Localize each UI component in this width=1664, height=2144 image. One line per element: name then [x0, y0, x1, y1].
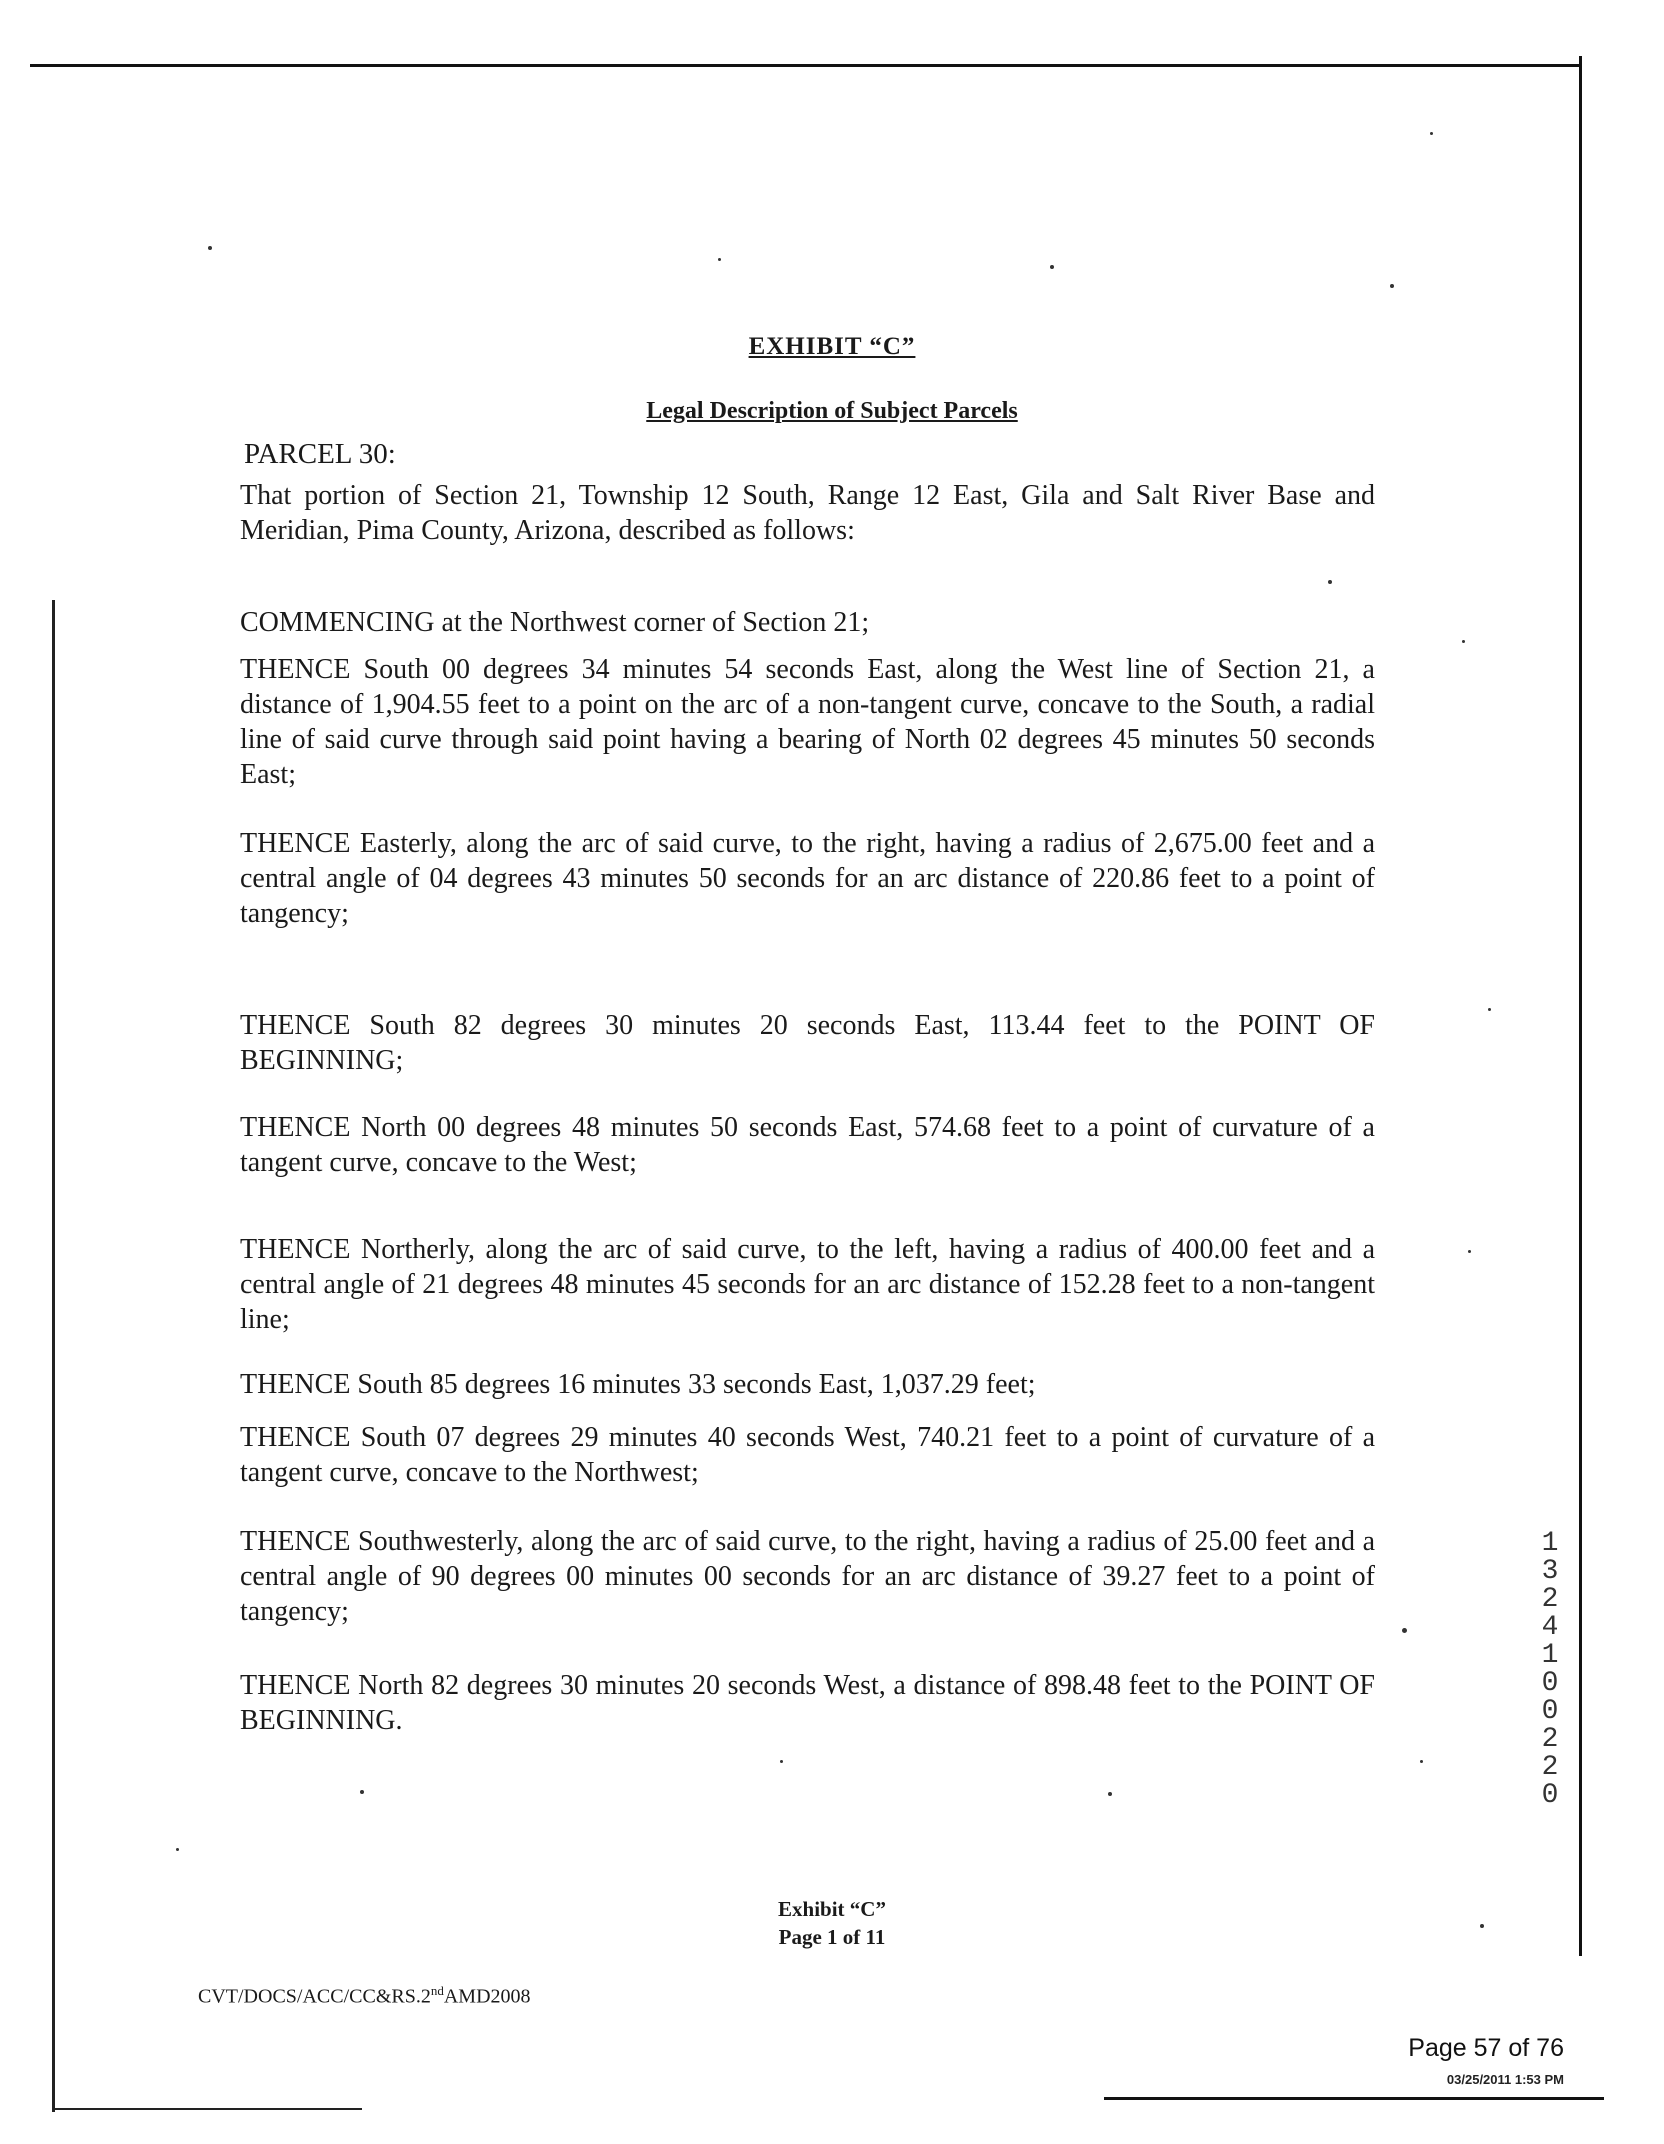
paragraph-intro: That portion of Section 21, Township 12 South, Range 12 East, Gila and Salt River Base and Meridian, Pima County, Arizona, described as follows: — [240, 480, 1375, 546]
paragraph-thence-south-82-30: THENCE South 82 degrees 30 minutes 20 seconds East, 113.44 feet to the POINT OF BEGINNING; — [240, 1010, 1375, 1076]
scan-speck — [1402, 1628, 1407, 1633]
exhibit-title: EXHIBIT “C” — [748, 333, 916, 360]
footer-exhibit-block — [0, 1895, 1664, 1951]
scan-speck — [1420, 1760, 1423, 1763]
paragraph-thence-south-00-34: THENCE South 00 degrees 34 minutes 54 seconds East, along the West line of Section 21, a distance of 1,904.55 feet to a point on the arc of a non-tangent curve, concave to the South, a radial line of said curve through said point having a bearing of North 02 degrees 45 minutes 50 seconds East; — [240, 654, 1375, 790]
page-counter: Page 57 of 76 — [1408, 2034, 1564, 2062]
scan-border-bottom-left — [52, 2108, 362, 2110]
scan-speck — [1050, 265, 1054, 269]
paragraph-commencing: COMMENCING at the Northwest corner of Section 21; — [240, 607, 870, 638]
page-timestamp: 03/25/2011 1:53 PM — [1446, 2072, 1564, 2087]
scan-speck — [718, 258, 721, 261]
paragraph-thence-easterly: THENCE Easterly, along the arc of said curve, to the right, having a radius of 2,675.00 feet and a central angle of 04 degrees 43 minutes 50 seconds for an arc distance of 220.86 feet to a point of tangency; — [240, 828, 1375, 929]
scan-speck — [1108, 1792, 1112, 1796]
scan-speck — [1328, 580, 1332, 584]
document-code-suffix: AMD2008 — [443, 1985, 531, 2008]
paragraph-thence-southwesterly: THENCE Southwesterly, along the arc of said curve, to the right, having a radius of 25.00 feet and a central angle of 90 degrees 00 minutes 00 seconds for an arc distance of 39.27 feet to a point of tangency; — [240, 1526, 1375, 1627]
scan-border-bottom-right — [1104, 2097, 1604, 2100]
paragraph-thence-south-85-16: THENCE South 85 degrees 16 minutes 33 seconds East, 1,037.29 feet; — [240, 1369, 1036, 1400]
scan-speck — [1462, 640, 1465, 643]
scan-speck — [1468, 1250, 1471, 1253]
paragraph-thence-north-82-30: THENCE North 82 degrees 30 minutes 20 seconds West, a distance of 898.48 feet to the POINT OF BEGINNING. — [240, 1670, 1375, 1736]
paragraph-thence-north-00-48: THENCE North 00 degrees 48 minutes 50 seconds East, 574.68 feet to a point of curvature of a tangent curve, concave to the West; — [240, 1112, 1375, 1178]
document-code-superscript: nd — [430, 1983, 444, 1998]
scan-speck — [1390, 284, 1394, 288]
scan-border-left — [52, 600, 55, 2112]
paragraph-thence-south-07-29: THENCE South 07 degrees 29 minutes 40 seconds West, 740.21 feet to a point of curvature of a tangent curve, concave to the Northwest; — [240, 1422, 1375, 1488]
document-subtitle: Legal Description of Subject Parcels — [646, 398, 1018, 424]
document-code — [198, 1983, 531, 2009]
recording-stamp: 13241 00220 — [1541, 1528, 1559, 1811]
paragraph-thence-northerly: THENCE Northerly, along the arc of said curve, to the left, having a radius of 400.00 feet and a central angle of 21 degrees 48 minutes 45 seconds for an arc distance of 152.28 feet to a non-tangent line; — [240, 1234, 1375, 1335]
scan-speck — [780, 1760, 783, 1763]
scan-speck — [1480, 1924, 1484, 1928]
footer-exhibit-label: Exhibit “C” — [778, 1897, 886, 1921]
document-code-base: CVT/DOCS/ACC/CC&RS.2 — [198, 1985, 431, 2008]
scan-speck — [208, 246, 212, 250]
parcel-label: PARCEL 30: — [244, 438, 396, 470]
scan-speck — [1488, 1008, 1491, 1011]
footer-page-number: Page 1 of 11 — [778, 1925, 886, 1949]
scan-border-top — [30, 64, 1582, 67]
scan-speck — [1430, 132, 1433, 135]
scan-speck — [360, 1790, 364, 1794]
scan-speck — [176, 1848, 179, 1851]
